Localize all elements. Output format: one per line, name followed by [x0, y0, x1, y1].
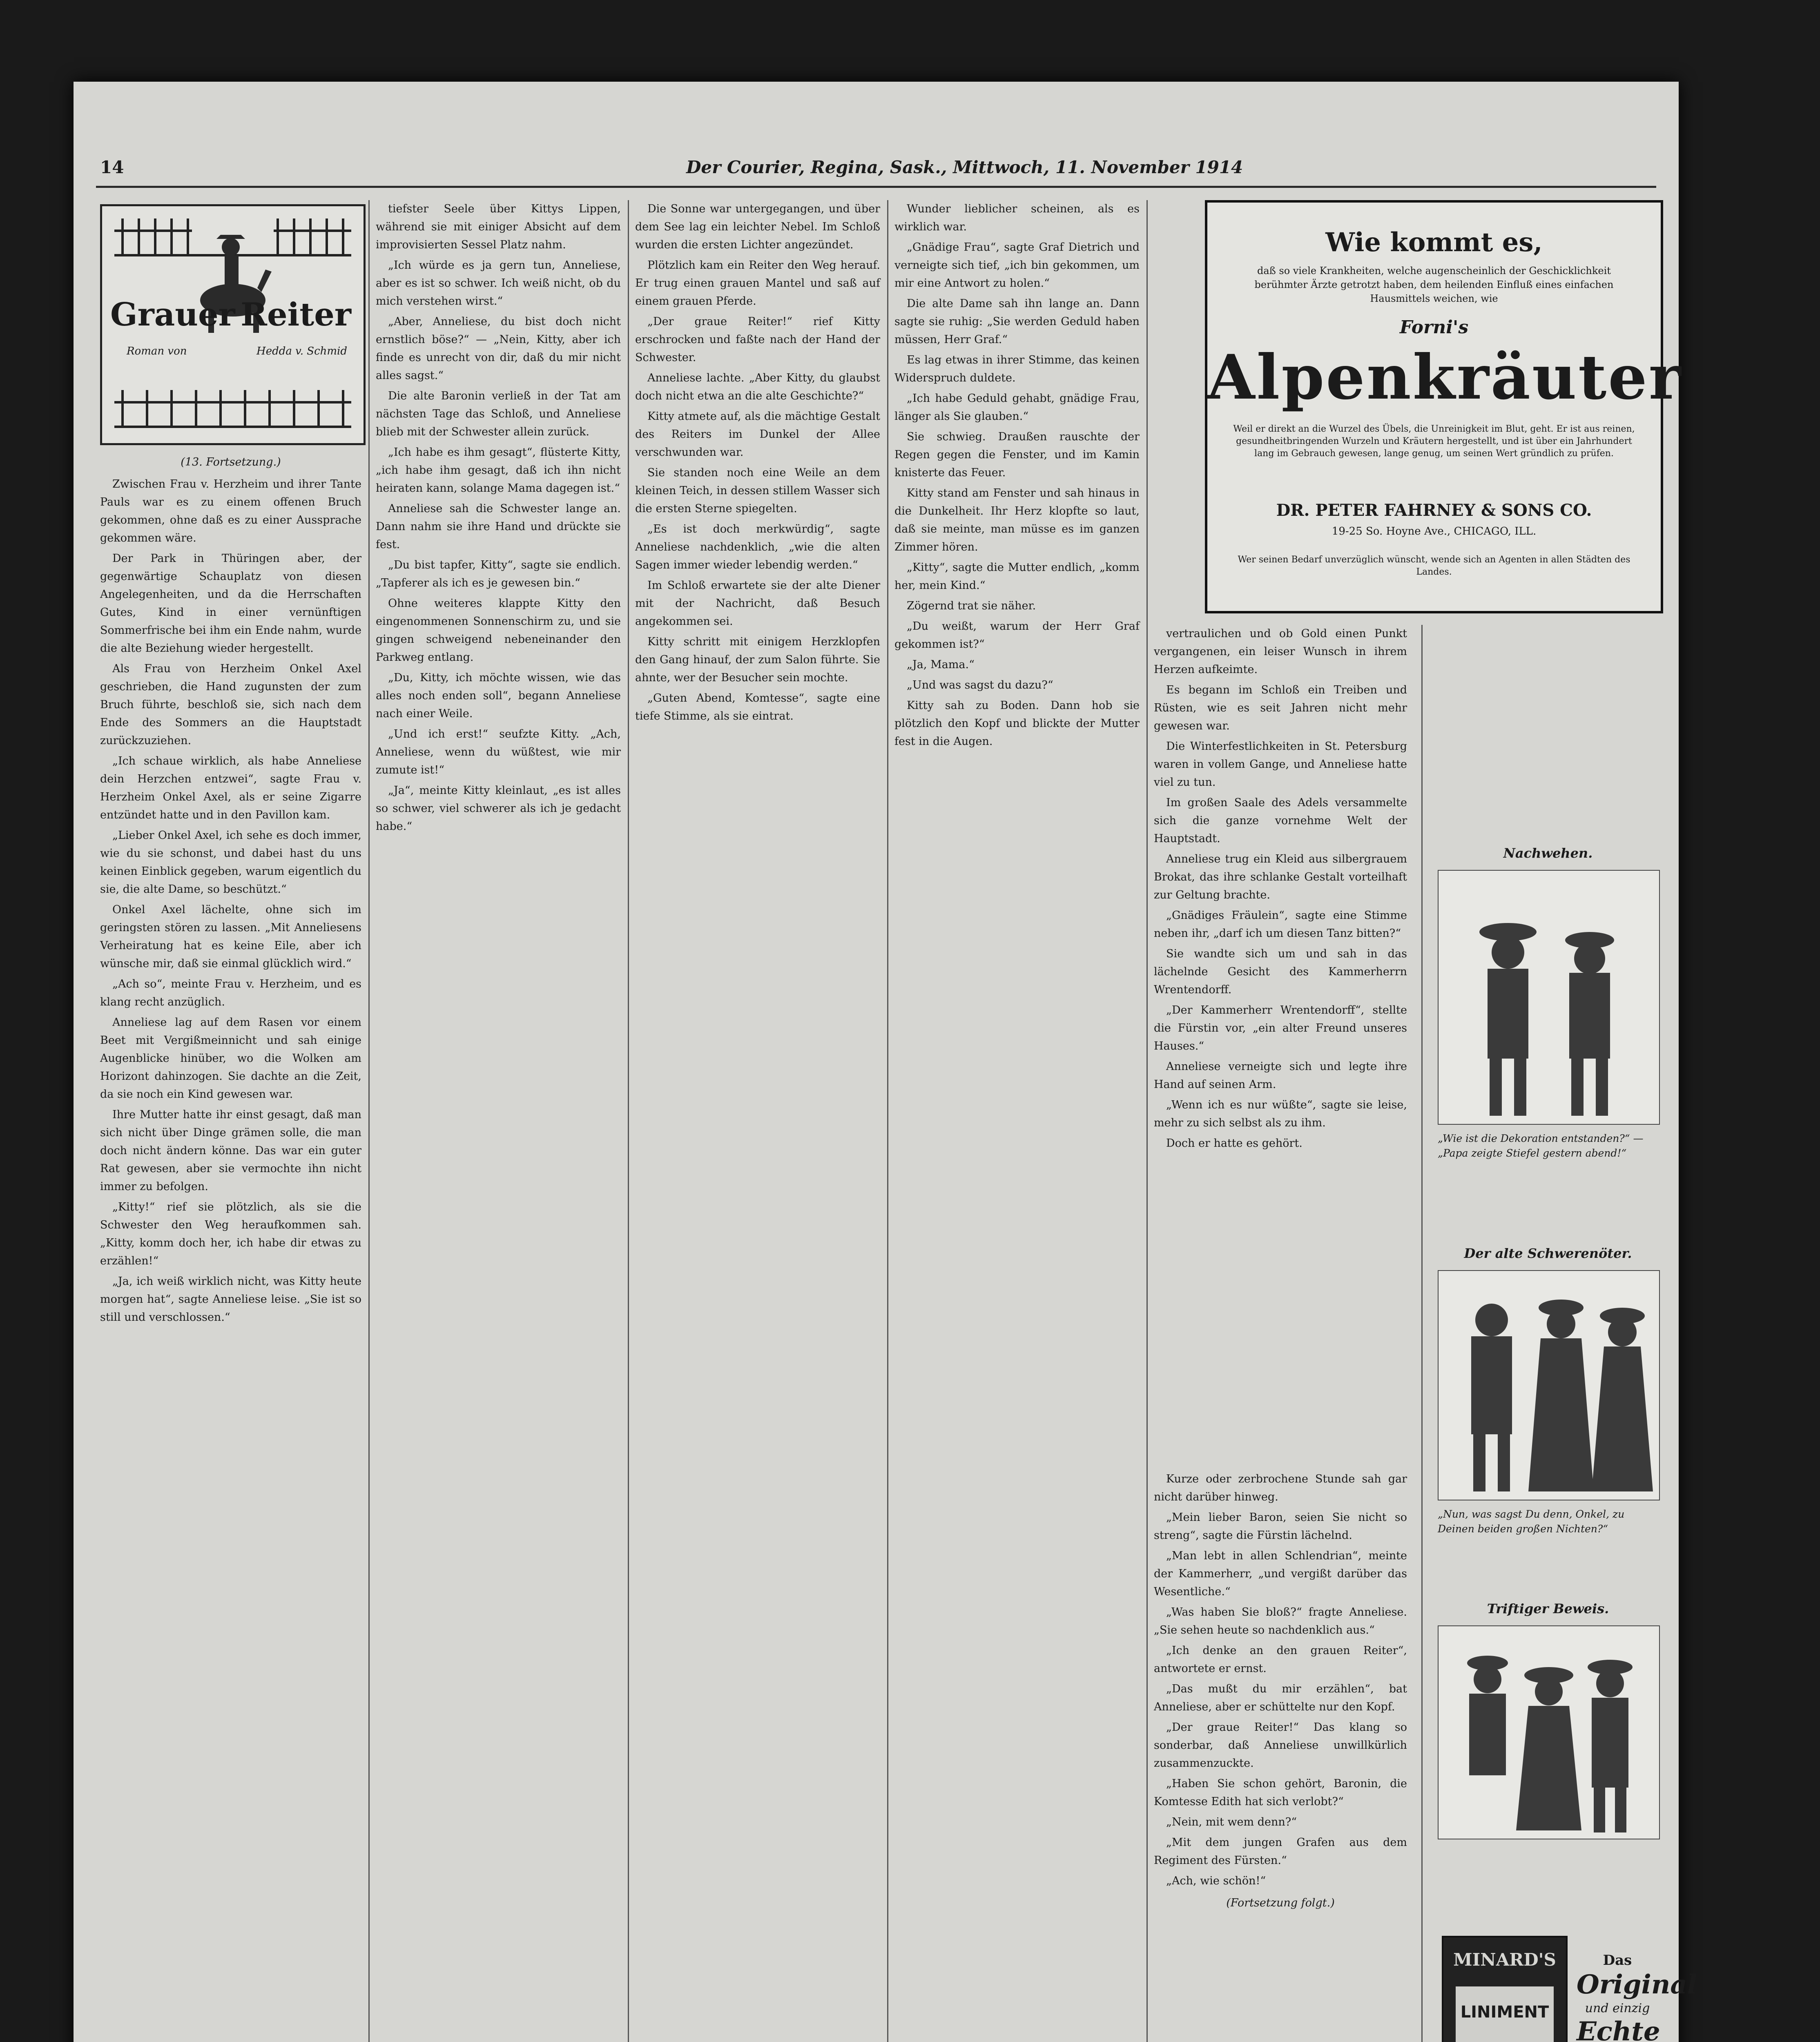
- paragraph: Es lag etwas in ihrer Stimme, das keinen Widerspruch duldete.: [894, 354, 1140, 384]
- paragraph: Kitty schritt mit einigem Herzklopfen den Gang hinauf, der zum Salon führte. Sie ahnte, wer der Besucher sein mochte.: [635, 635, 880, 684]
- story-column-4: [894, 200, 1140, 2042]
- ad-brand: Forni's: [1399, 317, 1469, 338]
- cartoon-caption-1: „Wie ist die Dekoration entstanden?“ — „Papa zeigte Stiefel gestern abend!“: [1438, 1132, 1644, 1159]
- ad-product: Alpenkräuter: [1207, 341, 1683, 413]
- column-rule: [1421, 625, 1423, 2042]
- cartoon-3: [1438, 1625, 1660, 1839]
- cartoon-heading-1: Nachwehen.: [1503, 845, 1593, 861]
- paragraph: „Ich schaue wirklich, als habe Anneliese dein Herzchen entzwei“, sagte Frau v. Herzheim Onkel Axel, als er seine Zigarre entzündet hatte und in den Pavillon kam.: [100, 755, 361, 821]
- paragraph: „Mit dem jungen Grafen aus dem Regiment des Fürsten.“: [1154, 1836, 1407, 1867]
- liniment-label-text: LINIMENT: [1460, 2003, 1549, 2022]
- paragraph: Doch er hatte es gehört.: [1166, 1137, 1303, 1150]
- liniment-text: [1577, 1952, 1697, 2042]
- paragraph: Die Sonne war untergegangen, und über dem See lag ein leichter Nebel. Im Schloß wurden die ersten Lichter angezündet.: [635, 203, 880, 251]
- cartoon-heading-2: Der alte Schwerenöter.: [1464, 1246, 1632, 1261]
- continued-label: (Fortsetzung folgt.): [1226, 1897, 1335, 1909]
- paragraph: Die Winterfestlichkeiten in St. Petersburg waren in vollem Gange, und Anneliese hatte viel zu tun.: [1154, 740, 1407, 789]
- paragraph: „Du, Kitty, ich möchte wissen, wie das alles noch enden soll“, begann Anneliese nach einer Weile.: [376, 671, 621, 720]
- ad-footnote: Wer seinen Bedarf unverzüglich wünscht, wende sich an Agenten in allen Städten des Landes.: [1238, 555, 1630, 577]
- story-column-6: [1154, 1470, 1407, 2042]
- paragraph: Sie schwieg. Draußen rauschte der Regen gegen die Fenster, und im Kamin knisterte das Feuer.: [894, 430, 1140, 479]
- story-column-1: [100, 449, 361, 2042]
- paragraph: „Ach so“, meinte Frau v. Herzheim, und es klang recht anzüglich.: [100, 978, 361, 1008]
- paragraph: „Was haben Sie bloß?“ fragte Anneliese. „Sie sehen heute so nachdenklich aus.“: [1154, 1606, 1407, 1636]
- column-rule: [887, 200, 888, 2042]
- orig-a: Das: [1603, 1952, 1632, 1968]
- paragraph: Ihre Mutter hatte ihr einst gesagt, daß man sich nicht über Dinge grämen solle, die man doch nicht ändern könne. Das war ein guter Rat gewesen, aber sie vermochte ihn nicht immer zu befolgen.: [100, 1108, 361, 1193]
- cartoon-1: [1438, 870, 1660, 1125]
- running-head-title: Der Courier, Regina, Sask., Mittwoch, 11. November 1914: [686, 157, 1243, 177]
- paragraph: „Ja, Mama.“: [907, 658, 975, 671]
- paragraph: „Wenn ich es nur wüßte“, sagte sie leise, mehr zu sich selbst als zu ihm.: [1154, 1099, 1407, 1129]
- installment-label: (13. Fortsetzung.): [181, 456, 281, 468]
- paragraph: „Gnädige Frau“, sagte Graf Dietrich und verneigte sich tief, „ich bin gekommen, um mir eine Antwort zu holen.“: [894, 241, 1140, 290]
- paragraph: „Man lebt in allen Schlendrian“, meinte der Kammerherr, „und vergißt darüber das Wesentliche.“: [1154, 1549, 1407, 1598]
- paragraph: „Mein lieber Baron, seien Sie nicht so streng“, sagte die Fürstin lächelnd.: [1154, 1511, 1407, 1542]
- cartoon-3-image: [1439, 1626, 1657, 1837]
- story-byline-left: Roman von: [127, 345, 187, 357]
- paragraph: Die alte Dame sah ihn lange an. Dann sagte sie ruhig: „Sie werden Geduld haben müssen, Herr Graf.“: [894, 297, 1140, 346]
- liniment-label-top: MINARD'S: [1453, 1950, 1556, 1970]
- liniment-bottle: [1442, 1936, 1568, 2042]
- paragraph: Anneliese verneigte sich und legte ihre Hand auf seinen Arm.: [1154, 1060, 1407, 1091]
- page-number: 14: [100, 157, 124, 177]
- paragraph: Kitty atmete auf, als die mächtige Gestalt des Reiters im Dunkel der Allee verschwunden war.: [635, 410, 880, 459]
- paragraph: „Ja, ich weiß wirklich nicht, was Kitty heute morgen hat“, sagte Anneliese leise. „Sie ist so still und verschlossen.“: [100, 1275, 361, 1324]
- orig-d: Echte: [1577, 2016, 1660, 2042]
- column-rule: [368, 200, 370, 2042]
- paragraph: Zögernd trat sie näher.: [907, 600, 1036, 612]
- ad-intro: daß so viele Krankheiten, welche augenscheinlich der Geschicklichkeit berühmter Ärzte getrotzt haben, dem heilenden Einfluß eines einfachen Hausmittels weichen, wie: [1254, 265, 1614, 304]
- paragraph: Anneliese lag auf dem Rasen vor einem Beet mit Vergißmeinnicht und sah einige Augenblicke hinüber, wo die Wolken am Horizont dahinzogen. Sie dachte an die Zeit, da sie noch ein Kind gewesen war.: [100, 1016, 361, 1101]
- alpenkraeuter-ad: [1205, 200, 1683, 613]
- ad-maker: DR. PETER FAHRNEY & SONS CO.: [1276, 501, 1592, 520]
- cartoon-2: [1438, 1270, 1660, 1500]
- paragraph: Anneliese sah die Schwester lange an. Dann nahm sie ihre Hand und drückte sie fest.: [376, 502, 621, 551]
- paragraph: Es begann im Schloß ein Treiben und Rüsten, wie es seit Jahren nicht mehr gewesen war.: [1154, 684, 1407, 732]
- paragraph: Sie wandte sich um und sah in das lächelnde Gesicht des Kammerherrn Wrentendorff.: [1154, 947, 1407, 996]
- paragraph: „Guten Abend, Komtesse“, sagte eine tiefe Stimme, als sie eintrat.: [635, 692, 880, 722]
- paragraph: „Kitty“, sagte die Mutter endlich, „komm her, mein Kind.“: [894, 561, 1140, 592]
- paragraph: „Und was sagst du dazu?“: [907, 679, 1053, 691]
- head-rule: [96, 186, 1656, 188]
- paragraph: vertraulichen und ob Gold einen Punkt vergangenen, ein leiser Wunsch in ihrem Herzen aufkeimte.: [1154, 627, 1407, 676]
- paragraph: Die alte Baronin verließ in der Tat am nächsten Tage das Schloß, und Anneliese blieb mit der Schwester allein zurück.: [376, 390, 621, 438]
- paragraph: Wunder lieblicher scheinen, als es wirklich war.: [894, 203, 1140, 233]
- cartoon-2-image: [1439, 1271, 1657, 1498]
- paragraph: „Und ich erst!“ seufzte Kitty. „Ach, Anneliese, wenn du wüßtest, wie mir zumute ist!“: [376, 728, 621, 776]
- column-rule: [1146, 200, 1148, 2042]
- paragraph: „Ich würde es ja gern tun, Anneliese, aber es ist so schwer. Ich weiß nicht, ob du mich verstehen wirst.“: [376, 259, 621, 308]
- paragraph: Im großen Saale des Adels versammelte sich die ganze vornehme Welt der Hauptstadt.: [1154, 796, 1407, 845]
- cartoon-1-image: [1439, 871, 1657, 1122]
- paragraph: Der Park in Thüringen aber, der gegenwärtige Schauplatz von diesen Angelegenheiten, und da die Herrschaften Gutes, Kind in einer vernünftigen Sommerfrische bei ihm ein Ende nahm, wurde die alte Beziehung wieder hergestellt.: [100, 552, 361, 655]
- paragraph: „Lieber Onkel Axel, ich sehe es doch immer, wie du sie schonst, und dabei hast du uns keinen Einblick gegeben, warum eigentlich du sie, die alte Dame, so beschützt.“: [100, 829, 361, 896]
- paragraph: „Ach, wie schön!“: [1166, 1875, 1266, 1887]
- paragraph: Anneliese lachte. „Aber Kitty, du glaubst doch nicht etwa an die alte Geschichte?“: [635, 372, 880, 402]
- running-head: [74, 157, 1679, 182]
- paragraph: „Nein, mit wem denn?“: [1166, 1816, 1297, 1828]
- paragraph: „Es ist doch merkwürdig“, sagte Anneliese nachdenklich, „wie die alten Sagen immer wieder lebendig werden.“: [635, 523, 880, 571]
- paragraph: Kurze oder zerbrochene Stunde sah gar nicht darüber hinweg.: [1154, 1473, 1407, 1503]
- paragraph: Kitty sah zu Boden. Dann hob sie plötzlich den Kopf und blickte der Mutter fest in die Augen.: [894, 699, 1140, 748]
- paragraph: Onkel Axel lächelte, ohne sich im geringsten stören zu lassen. „Mit Anneliesens Verheiratung hat es keine Eile, aber ich wünsche mir, daß sie einmal glücklich wird.“: [100, 903, 361, 970]
- paragraph: „Ich denke an den grauen Reiter“, antwortete er ernst.: [1154, 1644, 1407, 1675]
- paragraph: Ohne weiteres klappte Kitty den eingenommenen Sonnenschirm zu, und sie gingen schweigend nebeneinander den Parkweg entlang.: [376, 597, 621, 664]
- paragraph: „Das mußt du mir erzählen“, bat Anneliese, aber er schüttelte nur den Kopf.: [1154, 1683, 1407, 1713]
- ad-headline: Wie kommt es,: [1325, 227, 1543, 258]
- paragraph: „Der graue Reiter!“ Das klang so sonderbar, daß Anneliese unwillkürlich zusammenzuckte.: [1154, 1721, 1407, 1770]
- ad-address: 19-25 So. Hoyne Ave., CHICAGO, ILL.: [1332, 525, 1537, 537]
- paragraph: „Du bist tapfer, Kitty“, sagte sie endlich. „Tapferer als ich es je gewesen bin.“: [376, 559, 621, 589]
- cartoon-caption-2: „Nun, was sagst Du denn, Onkel, zu Deinen beiden großen Nichten?“: [1438, 1508, 1625, 1535]
- paragraph: Anneliese trug ein Kleid aus silbergrauem Brokat, das ihre schlanke Gestalt vorteilhaft zur Geltung brachte.: [1154, 853, 1407, 901]
- story-byline-right: Hedda v. Schmid: [256, 345, 347, 357]
- ad-body: Weil er direkt an die Wurzel des Übels, die Unreinigkeit im Blut, geht. Er ist aus reinen, gesundheitbringenden Wurzeln und Kräutern hergestellt, und ist über ein Jahrhundert lang im Gebrauch gewesen, lange genug, um seinen Wert gründlich zu prüfen.: [1233, 424, 1635, 459]
- paragraph: „Der Kammerherr Wrentendorff“, stellte die Fürstin vor, „ein alter Freund unseres Hauses.“: [1154, 1004, 1407, 1052]
- paragraph: „Kitty!“ rief sie plötzlich, als sie die Schwester den Weg heraufkommen sah. „Kitty, komm doch her, ich habe dir etwas zu erzählen!“: [100, 1201, 361, 1267]
- story-masthead: [100, 204, 366, 445]
- paragraph: „Ich habe es ihm gesagt“, flüsterte Kitty, „ich habe ihm gesagt, daß ich ihn nicht heiraten kann, solange Mama dagegen ist.“: [376, 446, 621, 495]
- paragraph: tiefster Seele über Kittys Lippen, während sie mit einiger Absicht auf dem improvisierten Sessel Platz nahm.: [376, 203, 621, 251]
- paragraph: „Der graue Reiter!“ rief Kitty erschrocken und faßte nach der Hand der Schwester.: [635, 315, 880, 364]
- cartoon-heading-3: Triftiger Beweis.: [1487, 1601, 1609, 1616]
- story-title-left: Grauer: [110, 296, 235, 333]
- paragraph: „Ich habe Geduld gehabt, gnädige Frau, länger als Sie glauben.“: [894, 392, 1140, 423]
- paragraph: „Gnädiges Fräulein“, sagte eine Stimme neben ihr, „darf ich um diesen Tanz bitten?“: [1154, 909, 1407, 940]
- paragraph: „Ja“, meinte Kitty kleinlaut, „es ist alles so schwer, viel schwerer als ich je gedacht habe.“: [376, 784, 621, 833]
- newspaper-page: [74, 82, 1697, 2042]
- paragraph: „Haben Sie schon gehört, Baronin, die Komtesse Edith hat sich verlobt?“: [1154, 1777, 1407, 1808]
- paragraph: Zwischen Frau v. Herzheim und ihrer Tante Pauls war es zu einem offenen Bruch gekommen, ohne daß es zu einer Aussprache gekommen wäre.: [100, 478, 361, 544]
- orig-c: und einzig: [1585, 2001, 1650, 2015]
- paragraph: Als Frau von Herzheim Onkel Axel geschrieben, die Hand zugunsten der zum Bruch führte, beschloß sie, sich nach dem Ende des Sommers an die Hauptstadt zurückzuziehen.: [100, 662, 361, 747]
- story-title-right: Reiter: [241, 296, 351, 333]
- paragraph: „Du weißt, warum der Herr Graf gekommen ist?“: [894, 620, 1140, 651]
- liniment-label: [1456, 1986, 1554, 2042]
- paragraph: „Aber, Anneliese, du bist doch nicht ernstlich böse?“ — „Nein, Kitty, aber ich finde es unrecht von dir, daß du mir nicht alles sagst.“: [376, 315, 621, 382]
- fence-ornament-bottom: [110, 386, 355, 431]
- paragraph: Im Schloß erwartete sie der alte Diener mit der Nachricht, daß Besuch angekommen sei.: [635, 579, 880, 628]
- story-column-3: [635, 200, 880, 2042]
- story-column-2: [376, 200, 621, 2042]
- paragraph: Plötzlich kam ein Reiter den Weg herauf. Er trug einen grauen Mantel und saß auf einem grauen Pferde.: [635, 259, 880, 308]
- column-rule: [628, 200, 629, 2042]
- orig-b: Original: [1577, 1969, 1697, 2000]
- paragraph: Sie standen noch eine Weile an dem kleinen Teich, in dessen stillem Wasser sich die ersten Sterne spiegelten.: [635, 466, 880, 515]
- paragraph: Kitty stand am Fenster und sah hinaus in die Dunkelheit. Ihr Herz klopfte so laut, daß sie meinte, man müsse es im ganzen Zimmer hören.: [894, 487, 1140, 553]
